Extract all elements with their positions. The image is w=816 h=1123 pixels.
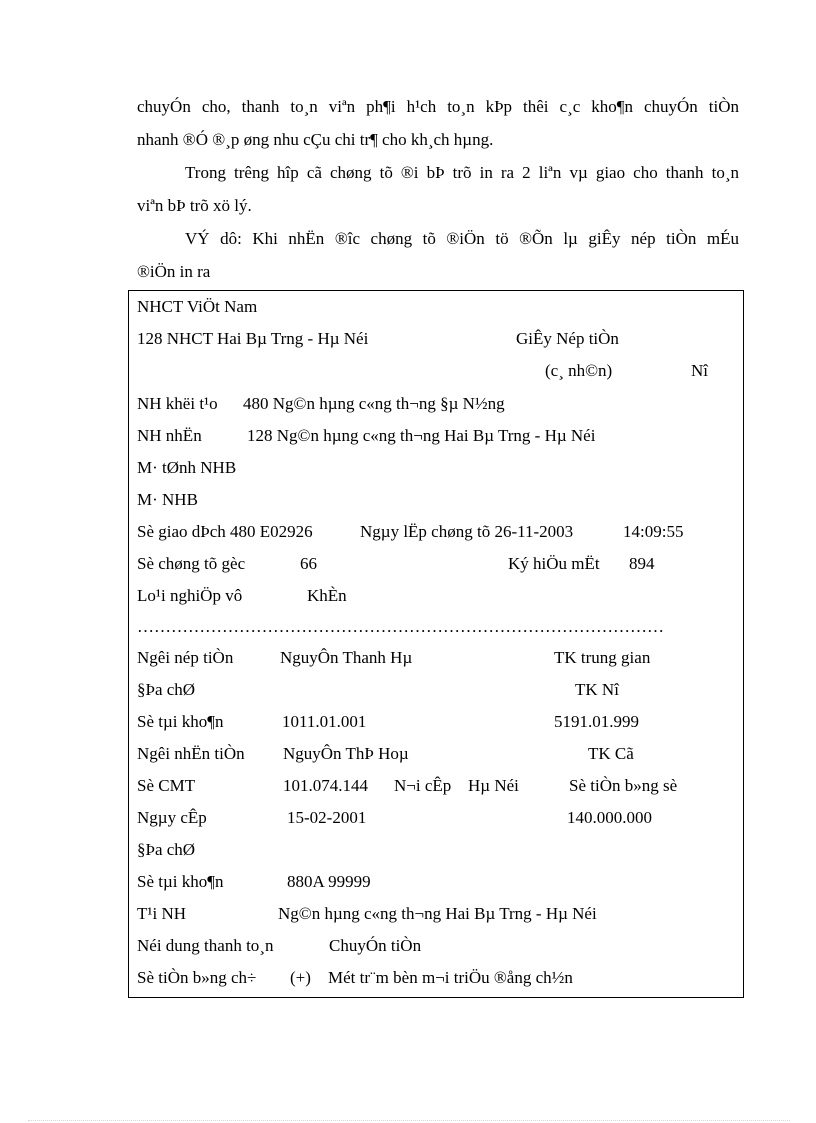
form-row-payer <box>137 642 737 674</box>
id-value: 101.074.144 <box>283 776 368 795</box>
issued-place-label: N¬i cÊp <box>394 776 452 795</box>
province-code-label: M· tØnh NHB <box>137 458 237 477</box>
orig-doc-label: Sè chøng tõ gèc <box>137 554 246 573</box>
issued-date-label: Ngµy cÊp <box>137 808 207 827</box>
amount-words-sign: (+) <box>290 968 311 987</box>
issued-place-value: Hµ Néi <box>468 776 519 795</box>
receiver-value: 128 Ng©n hµng c«ng th¬ng Hai Bµ Trng - Hµ Néi <box>247 426 596 445</box>
secret-code-value: 894 <box>629 554 655 573</box>
recipient-account-label: Sè tµi kho¶n <box>137 872 224 891</box>
payer-account-label: Sè tµi kho¶n <box>137 712 224 731</box>
at-bank-value: Ng©n hµng c«ng th¬ng Hai Bµ Trng - Hµ Néi <box>278 904 597 923</box>
credit-account-label: TK Cã <box>588 744 634 763</box>
recipient-value: NguyÔn ThÞ Hoµ <box>283 744 409 763</box>
secret-code-label: Ký hiÖu mËt <box>508 554 600 573</box>
debit-account-label: TK Nî <box>575 680 619 699</box>
payer-account-value: 1011.01.001 <box>282 712 367 731</box>
doc-title: GiÊy Nép tiÒn <box>516 329 619 348</box>
page-bottom-dotted-line <box>28 1120 790 1121</box>
form-row-id <box>137 770 737 802</box>
payer-value: NguyÔn Thanh Hµ <box>280 648 413 667</box>
date-created-label: Ngµy lËp chøng tõ 26-11-2003 <box>360 522 574 541</box>
recipient-account-value: 880A 99999 <box>287 872 371 891</box>
deposit-slip-form <box>128 290 744 998</box>
debit-account-value: 5191.01.999 <box>554 712 639 731</box>
form-row-amount-words <box>137 962 737 994</box>
receiver-label: NH nhËn <box>137 426 202 445</box>
issued-date-value: 15-02-2001 <box>287 808 367 827</box>
recipient-address-label: §Þa chØ <box>137 840 196 859</box>
content-label: Néi dung thanh to¸n <box>137 936 274 955</box>
id-label: Sè CMT <box>137 776 196 795</box>
amount-words-label: Sè tiÒn b»ng ch÷ <box>137 968 257 987</box>
form-row-transaction <box>137 516 737 548</box>
form-row-recipient-account <box>137 866 737 898</box>
payer-label: Ngêi nép tiÒn <box>137 648 234 667</box>
form-row-business-type <box>137 580 737 612</box>
form-row-orig-doc <box>137 548 737 580</box>
transaction-label: Sè giao dÞch 480 E02926 <box>137 522 313 541</box>
paragraph-line-3: Trong trêng hîp cã chøng tõ ®i bÞ trõ in ra 2 liªn vµ giao cho thanh to¸n <box>185 163 739 182</box>
paragraph-line-1: chuyÓn cho, thanh to¸n viªn ph¶i h¹ch to¸n kÞp thêi c¸c kho¶n chuyÓn tiÒn <box>137 97 739 116</box>
side-label: Nî <box>691 361 708 380</box>
dotted-divider: ………………………………………………………………………………… <box>137 617 664 636</box>
branch-name: 128 NHCT Hai Bµ Trng - Hµ Néi <box>137 329 369 348</box>
at-bank-label: T¹i NH <box>137 904 187 923</box>
form-row-recipient <box>137 738 737 770</box>
form-row-payer-account <box>137 706 737 738</box>
orig-doc-value: 66 <box>300 554 317 573</box>
bank-name: NHCT ViÖt Nam <box>137 297 258 316</box>
form-row-origin-bank <box>137 388 737 420</box>
origin-label: NH khëi t¹o <box>137 394 218 413</box>
paragraph-line-6: ®iÖn in ra <box>137 262 211 281</box>
content-value: ChuyÓn tiÒn <box>329 936 422 955</box>
form-row-payer-address <box>137 674 737 706</box>
amount-figures-label: Sè tiÒn b»ng sè <box>569 776 678 795</box>
business-type-value: KhÈn <box>307 586 347 605</box>
form-row-content <box>137 930 737 962</box>
paragraph-line-5: VÝ dô: Khi nhËn ®îc chøng tõ ®iÖn tö ®Õn lµ giÊy nép tiÒn mÉu <box>185 229 739 248</box>
nhb-code-label: M· NHB <box>137 490 198 509</box>
form-row-at-bank <box>137 898 737 930</box>
form-row-branch <box>137 323 737 355</box>
form-row-receiver-bank <box>137 420 737 452</box>
payer-address-label: §Þa chØ <box>137 680 196 699</box>
amount-figures-value: 140.000.000 <box>567 808 652 827</box>
recipient-label: Ngêi nhËn tiÒn <box>137 744 245 763</box>
business-type-label: Lo¹i nghiÖp vô <box>137 586 243 605</box>
form-row-subtitle <box>137 355 737 387</box>
form-divider <box>137 611 737 643</box>
intermediate-account-label: TK trung gian <box>554 648 651 667</box>
form-row-issued-date <box>137 802 737 834</box>
time-value: 14:09:55 <box>623 522 684 541</box>
amount-words-value: Mét tr¨m bèn m¬i triÖu ®ång ch½n <box>328 968 573 987</box>
paragraph-line-2: nhanh ®Ó ®¸p øng nhu cÇu chi tr¶ cho kh¸ch hµng. <box>137 130 494 149</box>
paragraph-line-4: viªn bÞ trõ xö lý. <box>137 196 252 215</box>
doc-subtitle: (c¸ nh©n) <box>545 361 613 380</box>
origin-value: 480 Ng©n hµng c«ng th¬ng §µ N½ng <box>243 394 505 413</box>
